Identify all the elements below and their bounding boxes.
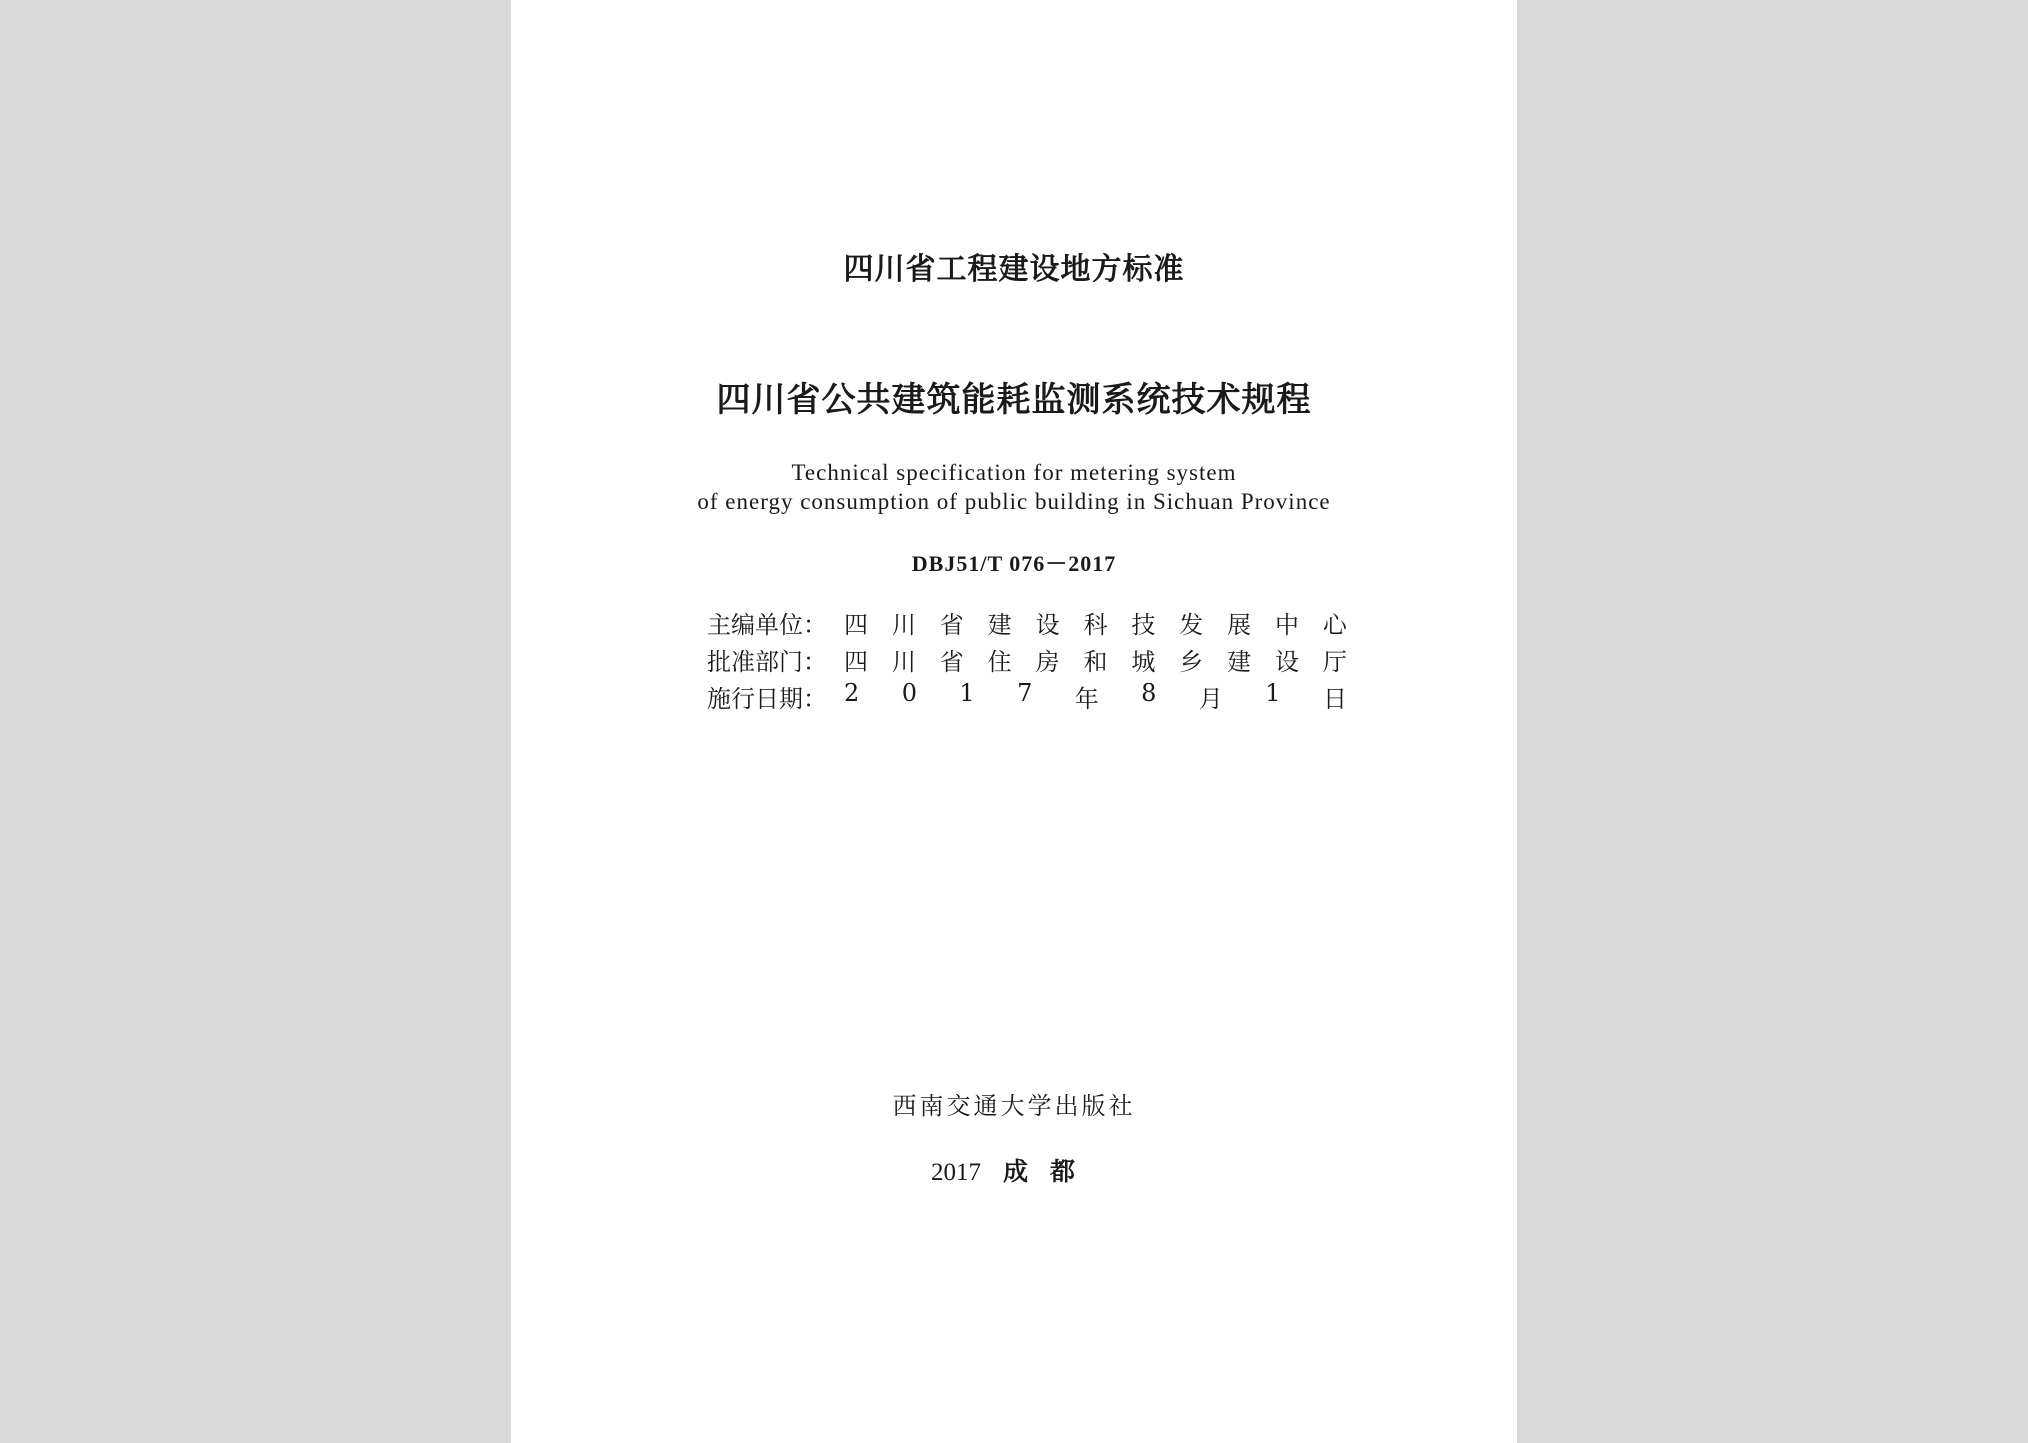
meta-value-char: 四 [844, 648, 868, 676]
document-metadata [707, 604, 1347, 715]
meta-value-char: 和 [1083, 648, 1108, 676]
meta-row-effective-date [707, 678, 1347, 715]
meta-label: 施行日期： [707, 685, 827, 713]
title-english-line-1: Technical specification for metering system [791, 460, 1237, 485]
meta-value-char: 建 [1227, 648, 1252, 676]
meta-value [832, 642, 1347, 677]
meta-value [832, 679, 1347, 714]
publication-year: 2017 [930, 1159, 981, 1186]
meta-value-char: 中 [1275, 611, 1300, 639]
meta-value-char: 日 [1322, 685, 1347, 713]
meta-value-char: 建 [987, 611, 1012, 639]
meta-value-char: 省 [939, 648, 964, 676]
meta-value-char: 省 [939, 611, 964, 639]
meta-label: 主编单位： [707, 611, 827, 639]
meta-value-char: 科 [1083, 611, 1108, 639]
meta-value-char: 发 [1179, 611, 1204, 639]
standard-code: DBJ51/T 076－2017 [911, 551, 1117, 576]
meta-value-char: 川 [891, 648, 916, 676]
meta-value-char: 7 [1017, 679, 1033, 707]
meta-value-char: 厅 [1322, 648, 1347, 676]
meta-value-char: 住 [987, 648, 1012, 676]
standard-series-heading: 四川省工程建设地方标准 [843, 252, 1185, 287]
meta-value-char: 城 [1131, 648, 1156, 676]
meta-value-char: 四 [844, 611, 868, 639]
publication-place [511, 1152, 1517, 1188]
document-title-chinese: 四川省公共建筑能耗监测系统技术规程 [716, 380, 1312, 420]
meta-value-char: 房 [1035, 648, 1060, 676]
meta-row-editor [707, 604, 1347, 641]
meta-value-char: 乡 [1179, 648, 1204, 676]
meta-value-char: 展 [1227, 611, 1252, 639]
meta-value-char: 技 [1131, 611, 1156, 639]
meta-value-char: 1 [1265, 679, 1281, 707]
meta-value [832, 605, 1347, 640]
document-title-english [511, 458, 1517, 516]
meta-value-char: 心 [1322, 611, 1347, 639]
title-english-line-2: of energy consumption of public building in Sichuan Province [697, 489, 1331, 514]
meta-value-char: 0 [901, 679, 917, 707]
meta-value-char: 月 [1198, 685, 1223, 713]
meta-value-char: 年 [1074, 685, 1099, 713]
document-page [511, 0, 1517, 1443]
meta-value-char: 设 [1035, 611, 1060, 639]
meta-value-char: 8 [1141, 679, 1157, 707]
meta-value-char: 2 [844, 679, 860, 707]
meta-row-approver [707, 641, 1347, 678]
meta-value-char: 设 [1275, 648, 1300, 676]
meta-value-char: 1 [959, 679, 975, 707]
meta-label: 批准部门： [707, 648, 827, 676]
publication-city: 成都 [1002, 1157, 1097, 1186]
publisher-name: 西南交通大学出版社 [892, 1092, 1136, 1120]
meta-value-char: 川 [891, 611, 916, 639]
